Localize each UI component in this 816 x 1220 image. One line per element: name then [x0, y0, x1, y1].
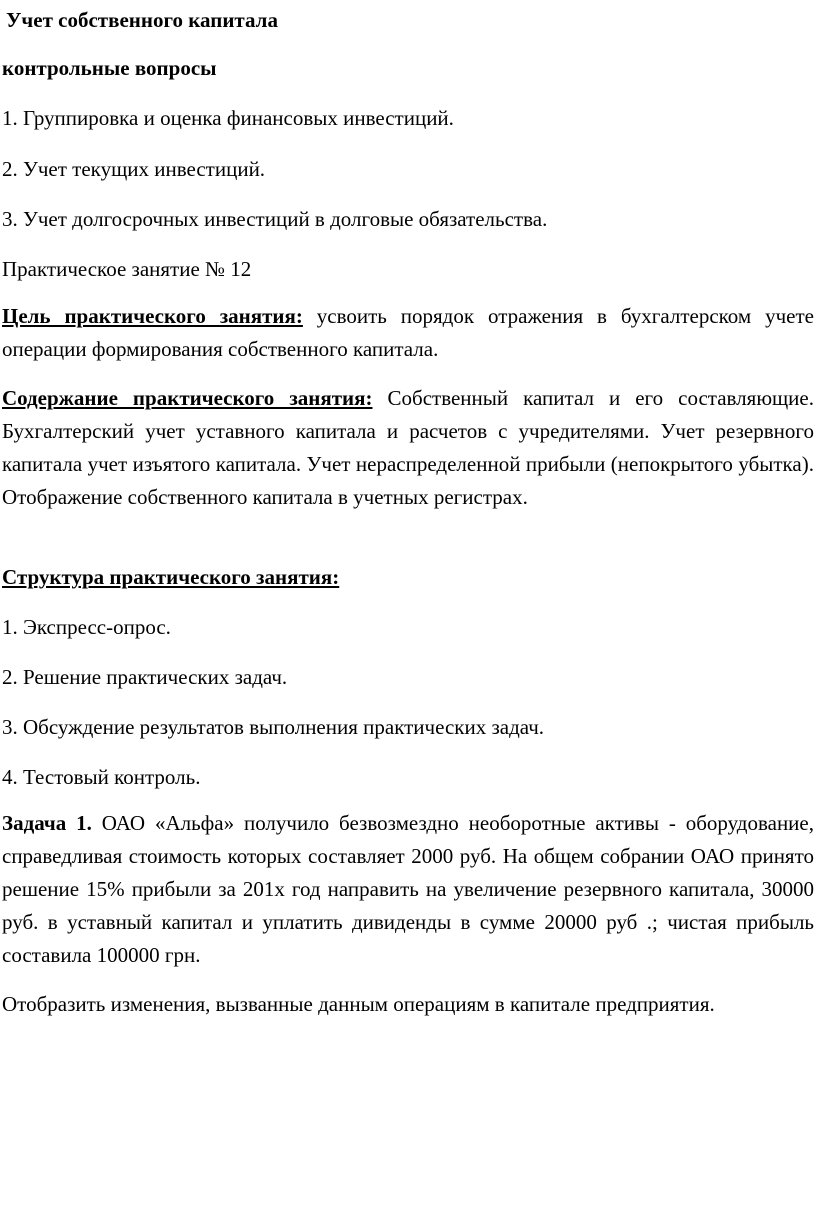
goal-label: Цель практического занятия:: [2, 304, 303, 328]
question-item: 1. Группировка и оценка финансовых инвестиций.: [2, 106, 454, 130]
question-item: 2. Учет текущих инвестиций.: [2, 157, 266, 181]
task1-text: ОАО «Альфа» получило безвозмездно необоротные активы - оборудование, справедливая стоимость которых составляет 2000 руб. На общем собрании ОАО принято решение 15% прибыли за 201х год направить на увеличение резервного капитала, 30000 руб. в уставный капитал и уплатить дивиденды в сумме 20000 руб .; чистая прибыль составила 100000 грн.: [2, 811, 814, 967]
task1-label: Задача 1.: [2, 811, 92, 835]
goal-text: усвоить порядок отражения в бухгалтерском учете операции формирования собственного капитала.: [2, 304, 814, 361]
practice-title: Практическое занятие № 12: [2, 257, 252, 281]
structure-item: 2. Решение практических задач.: [2, 665, 288, 689]
structure-item: 3. Обсуждение результатов выполнения практических задач.: [2, 715, 545, 739]
task1-paragraph: [2, 807, 814, 972]
content-label: Содержание практического занятия:: [2, 386, 373, 410]
content-text: Собственный капитал и его составляющие. Бухгалтерский учет уставного капитала и расчетов с учредителями. Учет резервного капитала учет изъятого капитала. Учет нераспределенной прибыли (непокрытого убытка). Отображение собственного капитала в учетных регистрах.: [2, 386, 814, 509]
structure-item: 4. Тестовый контроль.: [2, 765, 201, 789]
instruction-paragraph: Отобразить изменения, вызванные данным операциям в капитале предприятия.: [2, 992, 715, 1016]
structure-item: 1. Экспресс-опрос.: [2, 615, 171, 639]
question-item: 3. Учет долгосрочных инвестиций в долговые обязательства.: [2, 207, 548, 231]
goal-paragraph: [2, 300, 814, 366]
content-paragraph: [2, 382, 814, 514]
document-title: Учет собственного капитала: [6, 8, 278, 32]
control-questions-heading: контрольные вопросы: [2, 56, 217, 80]
structure-heading: Структура практического занятия:: [2, 565, 340, 589]
